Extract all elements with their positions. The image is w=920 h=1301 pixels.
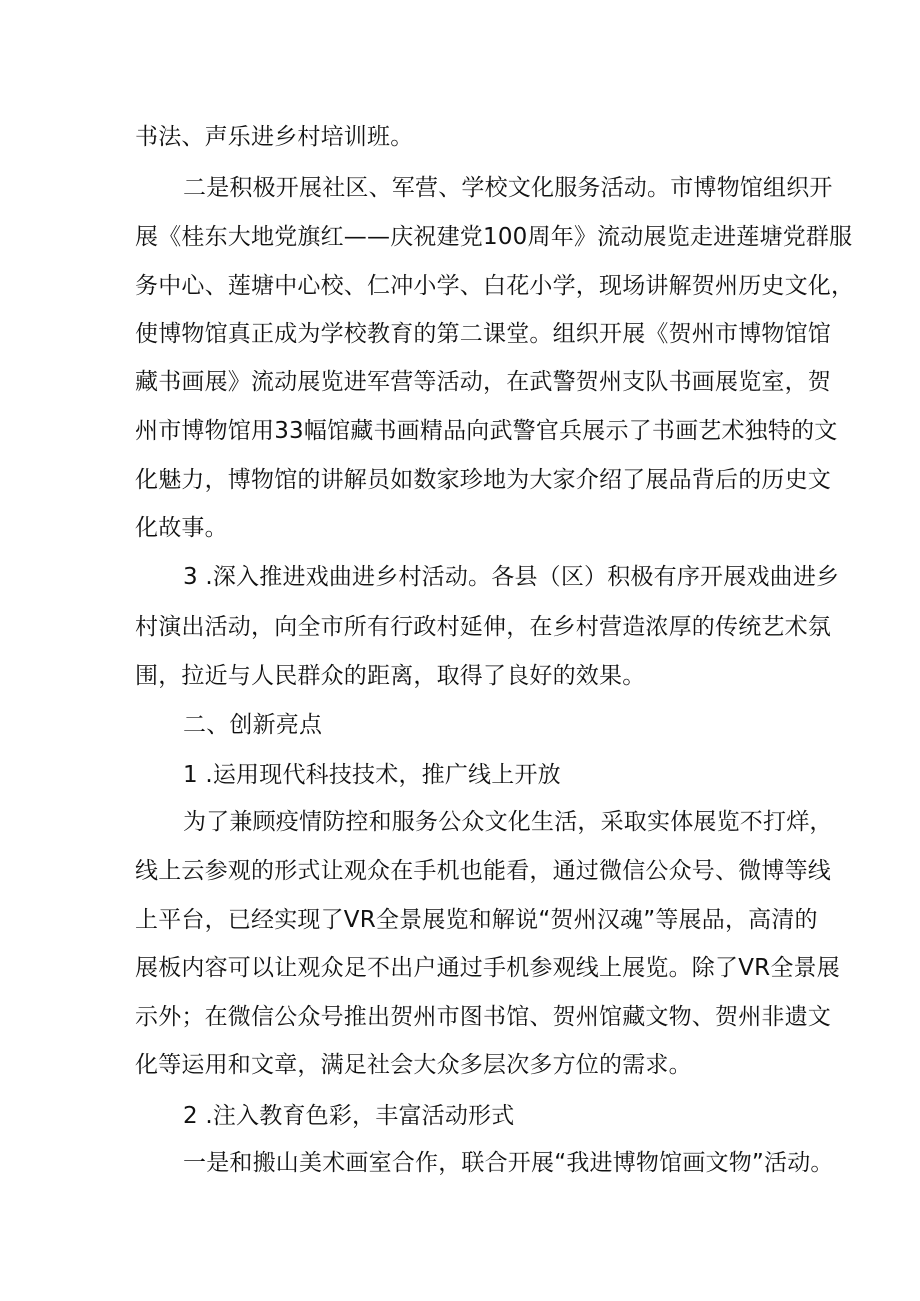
- text-line: 上平台，已经实现了VR全景展览和解说“贺州汉魂”等展品，高清的: [135, 907, 818, 933]
- text-line: 示外；在微信公众号推出贺州市图书馆、贺州馆藏文物、贺州非遗文: [135, 1004, 831, 1030]
- section-heading: 二、创新亮点: [183, 712, 323, 738]
- subsection-heading: 1 .运用现代科技技术，推广线上开放: [183, 762, 561, 788]
- text-line: 务中心、莲塘中心校、仁冲小学、白花小学，现场讲解贺州历史文化，: [135, 273, 855, 299]
- paragraph-first-line: 3 .深入推进戏曲进乡村活动。各县（区）积极有序开展戏曲进乡: [183, 564, 840, 590]
- text-line: 化等运用和文章，满足社会大众多层次多方位的需求。: [135, 1052, 692, 1078]
- subsection-heading: 2 .注入教育色彩，丰富活动形式: [183, 1103, 515, 1129]
- text-line: 展板内容可以让观众足不出户通过手机参观线上展览。除了VR全景展: [135, 955, 840, 981]
- text-line: 线上云参观的形式让观众在手机也能看，通过微信公众号、微博等线: [135, 858, 831, 884]
- paragraph-first-line: 二是积极开展社区、军营、学校文化服务活动。市博物馆组织开: [183, 175, 833, 201]
- text-line: 藏书画展》流动展览进军营等活动，在武警贺州支队书画展览室，贺: [135, 369, 831, 395]
- text-line: 围，拉近与人民群众的距离，取得了良好的效果。: [135, 663, 646, 689]
- text-line: 书法、声乐进乡村培训班。: [135, 124, 414, 150]
- paragraph-first-line: 为了兼顾疫情防控和服务公众文化生活，采取实体展览不打烊，: [183, 809, 833, 835]
- text-line: 化魅力，博物馆的讲解员如数家珍地为大家介绍了展品背后的历史文: [135, 467, 831, 493]
- paragraph-first-line: 一是和搬山美术画室合作，联合开展“我进博物馆画文物”活动。: [183, 1150, 834, 1176]
- text-line: 化故事。: [135, 515, 228, 541]
- text-line: 展《桂东大地党旗红——庆祝建党100周年》流动展览走进莲塘党群服: [135, 224, 853, 250]
- text-line: 州市博物馆用33幅馆藏书画精品向武警官兵展示了书画艺术独特的文: [135, 418, 838, 444]
- text-line: 使博物馆真正成为学校教育的第二课堂。组织开展《贺州市博物馆馆: [135, 321, 831, 347]
- text-line: 村演出活动，向全市所有行政村延伸，在乡村营造浓厚的传统艺术氛: [135, 614, 831, 640]
